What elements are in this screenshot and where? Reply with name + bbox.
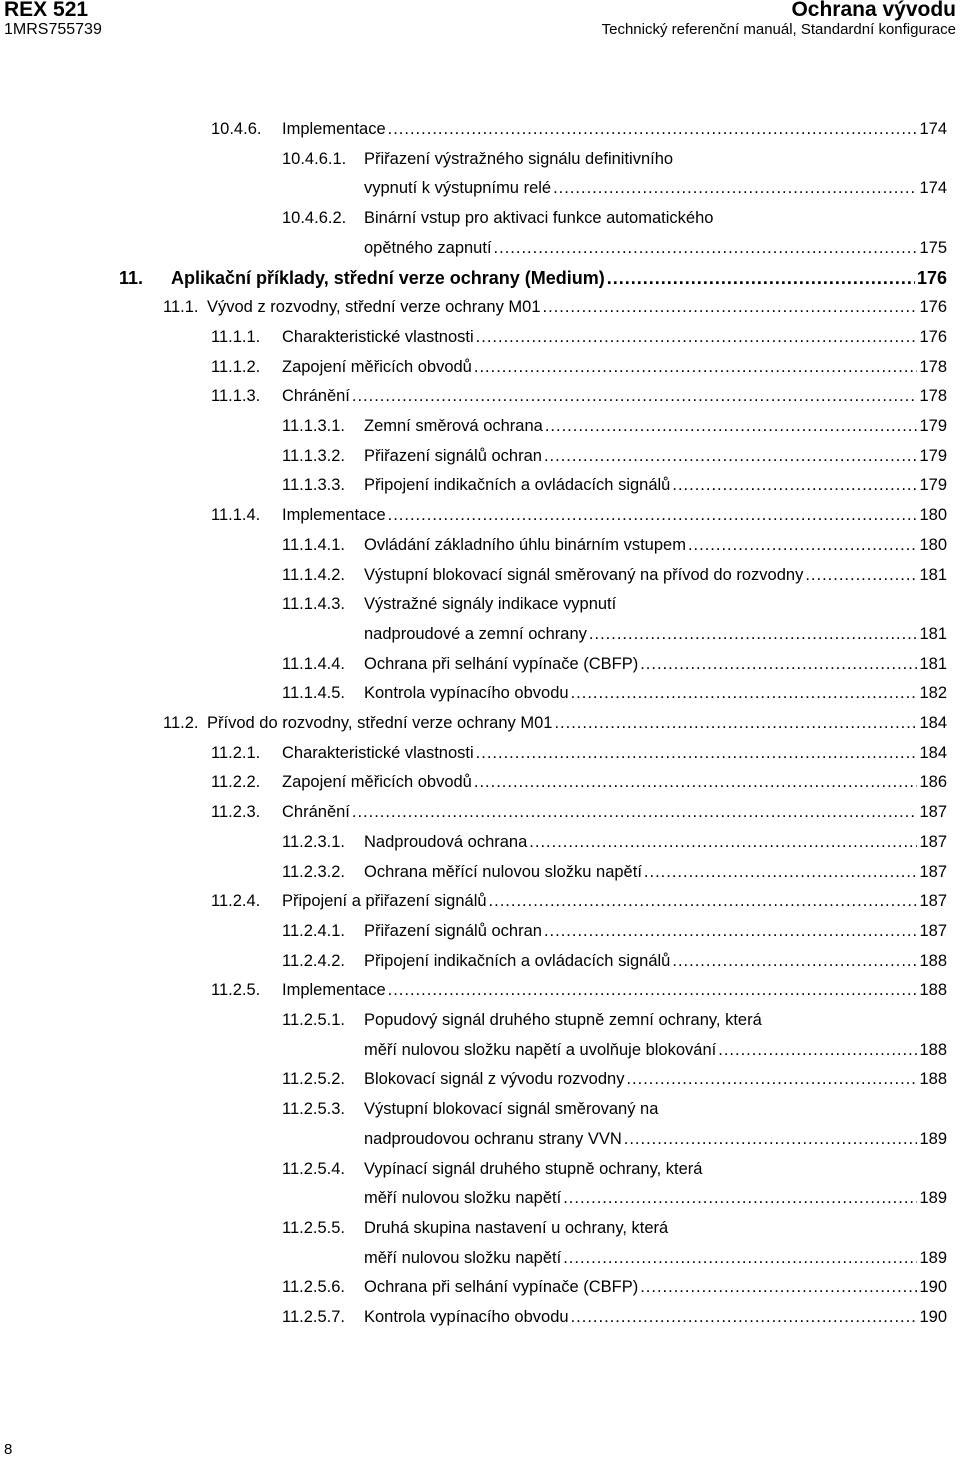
toc-entry-page: 181 xyxy=(919,566,947,584)
toc-dot-leader xyxy=(644,860,918,884)
toc-entry-page: 176 xyxy=(916,268,947,288)
toc-entry-page: 179 xyxy=(919,476,947,494)
toc-entry[interactable] xyxy=(282,414,947,438)
toc-entry-number: 11.1.4. xyxy=(211,506,261,524)
toc-entry-title: Implementace xyxy=(282,506,386,524)
toc-entry-number: 11.2.3. xyxy=(211,803,261,821)
toc-dot-leader xyxy=(640,1275,917,1299)
toc-entry[interactable] xyxy=(282,1067,947,1091)
toc-entry-number: 11.2.3.2. xyxy=(282,863,345,881)
toc-entry-number: 10.4.6.1. xyxy=(282,150,347,168)
toc-entry[interactable] xyxy=(282,830,947,854)
toc-entry-page: 175 xyxy=(919,239,947,257)
toc-entry-number: 11.2.5.2. xyxy=(282,1070,345,1088)
toc-dot-leader xyxy=(553,176,917,200)
toc-entry-title: Charakteristické vlastnosti xyxy=(282,744,474,762)
toc-dot-leader xyxy=(476,741,918,765)
toc-entry-title: Kontrola vypínacího obvodu xyxy=(364,684,569,702)
toc-entry-title: Popudový signál druhého stupně zemní ochrany, která xyxy=(364,1011,762,1029)
toc-dot-leader xyxy=(607,266,915,290)
toc-dot-leader xyxy=(545,414,918,438)
toc-entry-number: 11.1.3.1. xyxy=(282,417,345,435)
document-subtitle: Technický referenční manuál, Standardní konfigurace xyxy=(601,21,956,38)
toc-entry-title: Výstražné signály indikace vypnutí xyxy=(364,595,617,613)
toc-entry[interactable] xyxy=(282,1127,947,1151)
toc-entry-page: 189 xyxy=(919,1249,947,1267)
toc-dot-leader xyxy=(529,830,917,854)
toc-entry[interactable] xyxy=(282,1097,947,1121)
toc-entry-page: 188 xyxy=(919,952,947,970)
toc-entry-number: 11. xyxy=(119,268,144,288)
toc-entry[interactable] xyxy=(282,681,947,705)
toc-dot-leader xyxy=(640,652,917,676)
toc-entry-page: 176 xyxy=(919,298,947,316)
toc-entry-title: Zemní směrová ochrana xyxy=(364,417,543,435)
toc-entry-title: Zapojení měřicích obvodů xyxy=(282,358,472,376)
toc-entry-page: 178 xyxy=(919,387,947,405)
toc-entry-title: Připojení indikačních a ovládacích signálů xyxy=(364,952,671,970)
toc-entry-number: 11.2.5.4. xyxy=(282,1160,345,1178)
section-title: Ochrana vývodu xyxy=(791,0,956,21)
toc-entry-page: 187 xyxy=(919,922,947,940)
toc-entry-page: 189 xyxy=(919,1189,947,1207)
toc-entry-title: Připojení indikačních a ovládacích signálů xyxy=(364,476,671,494)
toc-entry[interactable] xyxy=(211,355,947,379)
toc-entry[interactable] xyxy=(163,295,947,319)
toc-entry-number: 11.1.3.2. xyxy=(282,447,345,465)
toc-entry[interactable] xyxy=(211,770,947,794)
toc-entry[interactable] xyxy=(282,949,947,973)
toc-entry-number: 11.2.4.2. xyxy=(282,952,345,970)
toc-dot-leader xyxy=(563,1246,917,1270)
toc-entry-page: 174 xyxy=(919,179,947,197)
toc-dot-leader xyxy=(544,919,918,943)
toc-entry[interactable] xyxy=(282,1008,947,1032)
toc-entry-page: 174 xyxy=(919,120,947,138)
toc-entry-title: měří nulovou složku napětí xyxy=(364,1249,562,1267)
toc-entry-number: 11.1.3.3. xyxy=(282,476,345,494)
toc-entry[interactable] xyxy=(119,266,947,290)
toc-entry-number: 11.1.4.5. xyxy=(282,684,345,702)
toc-entry[interactable] xyxy=(282,444,947,468)
toc-entry-title: Druhá skupina nastavení u ochrany, která xyxy=(364,1219,669,1237)
toc-entry-title: Ovládání základního úhlu binárním vstupem xyxy=(364,536,686,554)
toc-entry[interactable] xyxy=(282,1216,947,1240)
toc-entry-number: 11.1. xyxy=(163,298,199,316)
toc-dot-leader xyxy=(388,978,918,1002)
toc-entry-number: 10.4.6.2. xyxy=(282,209,347,227)
toc-entry-page: 187 xyxy=(919,833,947,851)
toc-entry-page: 179 xyxy=(919,417,947,435)
toc-entry[interactable] xyxy=(282,592,947,616)
toc-entry-page: 176 xyxy=(919,328,947,346)
toc-entry-title: Aplikační příklady, střední verze ochrany (Medium) xyxy=(171,268,605,288)
toc-entry[interactable] xyxy=(282,1275,947,1299)
toc-dot-leader xyxy=(474,770,918,794)
toc-entry-title: opětného zapnutí xyxy=(364,239,492,257)
toc-entry[interactable] xyxy=(211,978,947,1002)
toc-entry-number: 11.2.1. xyxy=(211,744,261,762)
toc-entry-page: 184 xyxy=(919,714,947,732)
toc-entry-title: Chránění xyxy=(282,387,350,405)
toc-dot-leader xyxy=(494,236,918,260)
toc-entry[interactable] xyxy=(282,1246,947,1270)
toc-entry-title: Vývod z rozvodny, střední verze ochrany M01 xyxy=(207,298,541,316)
toc-entry-number: 11.2.5.3. xyxy=(282,1100,345,1118)
toc-dot-leader xyxy=(589,622,918,646)
toc-entry[interactable] xyxy=(282,652,947,676)
toc-entry-number: 11.2.5.7. xyxy=(282,1308,345,1326)
toc-dot-leader xyxy=(688,533,918,557)
toc-dot-leader xyxy=(476,325,918,349)
toc-entry[interactable] xyxy=(282,860,947,884)
toc-entry[interactable] xyxy=(282,147,947,171)
toc-entry-title: Charakteristické vlastnosti xyxy=(282,328,474,346)
toc-entry-title: Ochrana při selhání vypínače (CBFP) xyxy=(364,1278,639,1296)
toc-dot-leader xyxy=(672,473,917,497)
toc-entry-title: Připojení a přiřazení signálů xyxy=(282,892,487,910)
toc-entry-number: 11.2.3.1. xyxy=(282,833,345,851)
toc-entry-title: Přívod do rozvodny, střední verze ochrany M01 xyxy=(207,714,553,732)
toc-entry-title: Ochrana měřící nulovou složku napětí xyxy=(364,863,642,881)
toc-entry[interactable] xyxy=(211,503,947,527)
toc-dot-leader xyxy=(388,503,918,527)
document-id: 1MRS755739 xyxy=(4,21,102,38)
toc-entry-page: 182 xyxy=(919,684,947,702)
toc-entry-title: měří nulovou složku napětí a uvolňuje blokování xyxy=(364,1041,717,1059)
toc-entry-number: 11.1.1. xyxy=(211,328,261,346)
toc-entry-page: 187 xyxy=(919,803,947,821)
toc-entry-title: Přiřazení signálů ochran xyxy=(364,922,542,940)
toc-entry-title: nadproudové a zemní ochrany xyxy=(364,625,587,643)
toc-dot-leader xyxy=(626,1067,917,1091)
toc-entry-title: Implementace xyxy=(282,981,386,999)
toc-entry-number: 11.1.4.4. xyxy=(282,655,345,673)
toc-dot-leader xyxy=(544,444,918,468)
toc-entry[interactable] xyxy=(282,236,947,260)
toc-entry[interactable] xyxy=(282,533,947,557)
toc-dot-leader xyxy=(489,889,918,913)
toc-entry-number: 11.2.4. xyxy=(211,892,261,910)
toc-entry-page: 180 xyxy=(919,536,947,554)
toc-entry-number: 11.1.3. xyxy=(211,387,261,405)
toc-dot-leader xyxy=(388,117,918,141)
toc-entry-page: 188 xyxy=(919,981,947,999)
product-name: REX 521 xyxy=(4,0,89,21)
toc-entry[interactable] xyxy=(211,800,947,824)
toc-entry-title: Přiřazení výstražného signálu definitivního xyxy=(364,150,674,168)
toc-dot-leader xyxy=(571,681,918,705)
toc-entry-title: Blokovací signál z vývodu rozvodny xyxy=(364,1070,625,1088)
toc-entry-page: 184 xyxy=(919,744,947,762)
toc-entry-title: vypnutí k výstupnímu relé xyxy=(364,179,552,197)
toc-entry-title: Ochrana při selhání vypínače (CBFP) xyxy=(364,655,639,673)
toc-entry-page: 187 xyxy=(919,863,947,881)
toc-entry-page: 190 xyxy=(919,1308,947,1326)
toc-entry[interactable] xyxy=(282,563,947,587)
toc-entry[interactable] xyxy=(282,1305,947,1329)
toc-entry[interactable] xyxy=(211,741,947,765)
toc-entry-title: Výstupní blokovací signál směrovaný na xyxy=(364,1100,659,1118)
toc-entry-page: 180 xyxy=(919,506,947,524)
toc-entry[interactable] xyxy=(282,206,947,230)
toc-entry-title: Chránění xyxy=(282,803,350,821)
toc-dot-leader xyxy=(672,949,917,973)
toc-dot-leader xyxy=(474,355,918,379)
toc-entry-page: 179 xyxy=(919,447,947,465)
toc-entry-number: 11.2.2. xyxy=(211,773,261,791)
toc-entry-number: 11.1.2. xyxy=(211,358,261,376)
toc-entry-number: 11.2.5.5. xyxy=(282,1219,345,1237)
toc-entry-page: 178 xyxy=(919,358,947,376)
toc-entry-page: 190 xyxy=(919,1278,947,1296)
toc-dot-leader xyxy=(352,384,918,408)
toc-entry-title: Zapojení měřicích obvodů xyxy=(282,773,472,791)
toc-entry-title: Implementace xyxy=(282,120,386,138)
toc-entry[interactable] xyxy=(282,1157,947,1181)
toc-entry-title: Binární vstup pro aktivaci funkce automatického xyxy=(364,209,714,227)
toc-entry[interactable] xyxy=(211,325,947,349)
toc-entry-title: Kontrola vypínacího obvodu xyxy=(364,1308,569,1326)
toc-entry-title: Výstupní blokovací signál směrovaný na přívod do rozvodny xyxy=(364,566,804,584)
toc-entry-number: 11.2.5. xyxy=(211,981,261,999)
toc-entry[interactable] xyxy=(211,889,947,913)
toc-entry-title: Nadproudová ochrana xyxy=(364,833,528,851)
toc-entry[interactable] xyxy=(282,1038,947,1062)
toc-dot-leader xyxy=(805,563,917,587)
toc-entry[interactable] xyxy=(282,176,947,200)
toc-entry-title: měří nulovou složku napětí xyxy=(364,1189,562,1207)
toc-dot-leader xyxy=(563,1186,917,1210)
toc-entry-number: 11.1.4.2. xyxy=(282,566,345,584)
toc-dot-leader xyxy=(352,800,918,824)
toc-dot-leader xyxy=(543,295,918,319)
toc-dot-leader xyxy=(571,1305,918,1329)
toc-entry[interactable] xyxy=(211,384,947,408)
toc-entry[interactable] xyxy=(282,919,947,943)
toc-dot-leader xyxy=(718,1038,917,1062)
toc-entry[interactable] xyxy=(282,622,947,646)
toc-entry-page: 188 xyxy=(919,1041,947,1059)
toc-entry[interactable] xyxy=(282,473,947,497)
toc-dot-leader xyxy=(624,1127,918,1151)
toc-entry[interactable] xyxy=(163,711,947,735)
toc-entry-page: 186 xyxy=(919,773,947,791)
toc-dot-leader xyxy=(554,711,917,735)
toc-entry-page: 181 xyxy=(919,625,947,643)
toc-entry-number: 11.2. xyxy=(163,714,199,732)
toc-entry-number: 11.2.5.6. xyxy=(282,1278,345,1296)
toc-entry-number: 11.1.4.1. xyxy=(282,536,345,554)
toc-entry-page: 181 xyxy=(919,655,947,673)
page-number: 8 xyxy=(4,1441,13,1458)
toc-entry-number: 11.2.5.1. xyxy=(282,1011,345,1029)
toc-entry-page: 187 xyxy=(919,892,947,910)
toc-entry-page: 189 xyxy=(919,1130,947,1148)
toc-entry-title: nadproudovou ochranu strany VVN xyxy=(364,1130,622,1148)
toc-entry[interactable] xyxy=(282,1186,947,1210)
toc-entry-page: 188 xyxy=(919,1070,947,1088)
toc-entry-number: 11.1.4.3. xyxy=(282,595,345,613)
toc-entry-title: Vypínací signál druhého stupně ochrany, která xyxy=(364,1160,703,1178)
toc-entry[interactable] xyxy=(211,117,947,141)
toc-entry-number: 10.4.6. xyxy=(211,120,262,138)
toc-entry-number: 11.2.4.1. xyxy=(282,922,345,940)
toc-entry-title: Přiřazení signálů ochran xyxy=(364,447,542,465)
